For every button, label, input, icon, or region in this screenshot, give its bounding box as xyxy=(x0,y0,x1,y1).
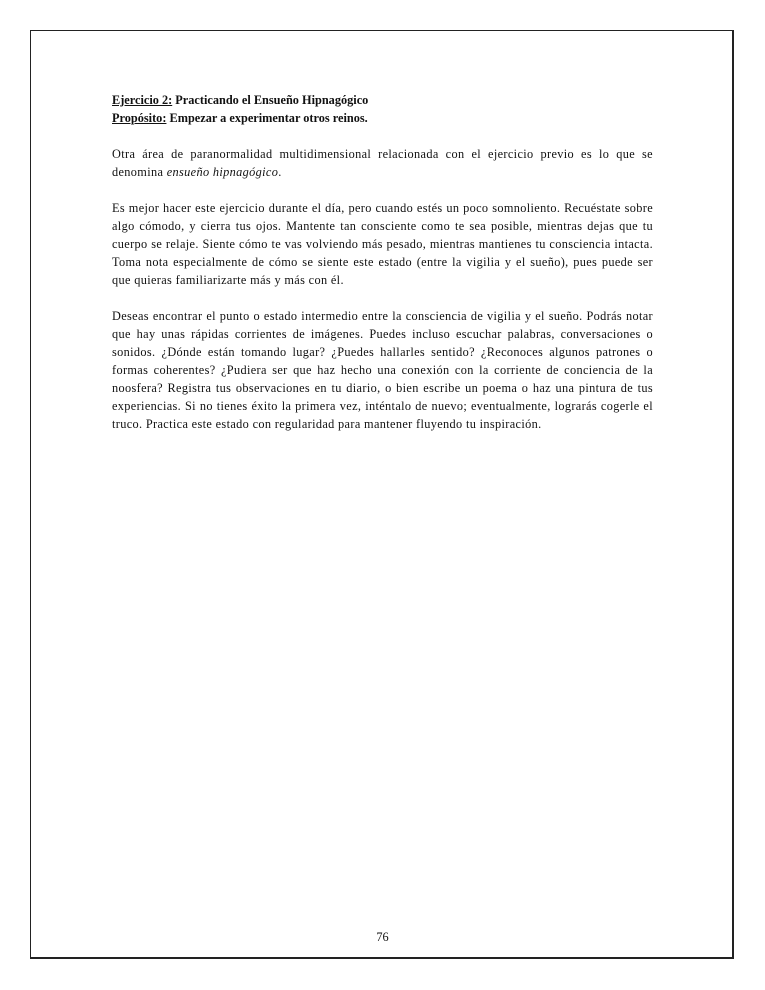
paragraph-1 xyxy=(112,145,653,181)
purpose-heading xyxy=(112,109,653,127)
paragraph-2: Es mejor hacer este ejercicio durante el día, pero cuando estés un poco somnoliento. Recuéstate sobre algo cómodo, y cierra tus ojos. Mantente tan consciente como te sea posible, mientras dejas que tu cuerpo se relaje. Siente cómo te vas volviendo más pesado, mientras mantienes tu consciencia intacta. Toma nota especialmente de cómo se siente este estado (entre la vigilia y el sueño), pues puede ser que quieras familiarizarte más y más con él. xyxy=(112,201,653,287)
exercise-label: Ejercicio 2: xyxy=(112,93,173,107)
page-number: 76 xyxy=(376,930,389,944)
purpose-label: Propósito: xyxy=(112,111,167,125)
exercise-title: Practicando el Ensueño Hipnagógico xyxy=(175,93,369,107)
paragraph-1-text: Otra área de paranormalidad multidimensional relacionada con el ejercicio previo es lo que se denomina xyxy=(112,147,653,179)
paragraph-1-end: . xyxy=(278,165,282,179)
purpose-text: Empezar a experimentar otros reinos. xyxy=(169,111,368,125)
exercise-heading xyxy=(112,91,653,109)
document-body xyxy=(112,91,653,433)
paragraph-1-emphasis: ensueño hipnagógico xyxy=(166,165,279,179)
paragraph-3: Deseas encontrar el punto o estado intermedio entre la consciencia de vigilia y el sueño. Podrás notar que hay unas rápidas corrientes de imágenes. Puedes incluso escuchar palabras, conversaciones o sonidos. ¿Dónde están tomando lugar? ¿Puedes hallarles sentido? ¿Reconoces algunos patrones o formas coherentes? ¿Pudiera ser que haz hecho una conexión con la corriente de conciencia de la noosfera? Registra tus observaciones en tu diario, o bien escribe un poema o haz una pintura de tus experiencias. Si no tienes éxito la primera vez, inténtalo de nuevo; eventualmente, lograrás cogerle el truco. Practica este estado con regularidad para mantener fluyendo tu inspiración. xyxy=(112,309,653,431)
